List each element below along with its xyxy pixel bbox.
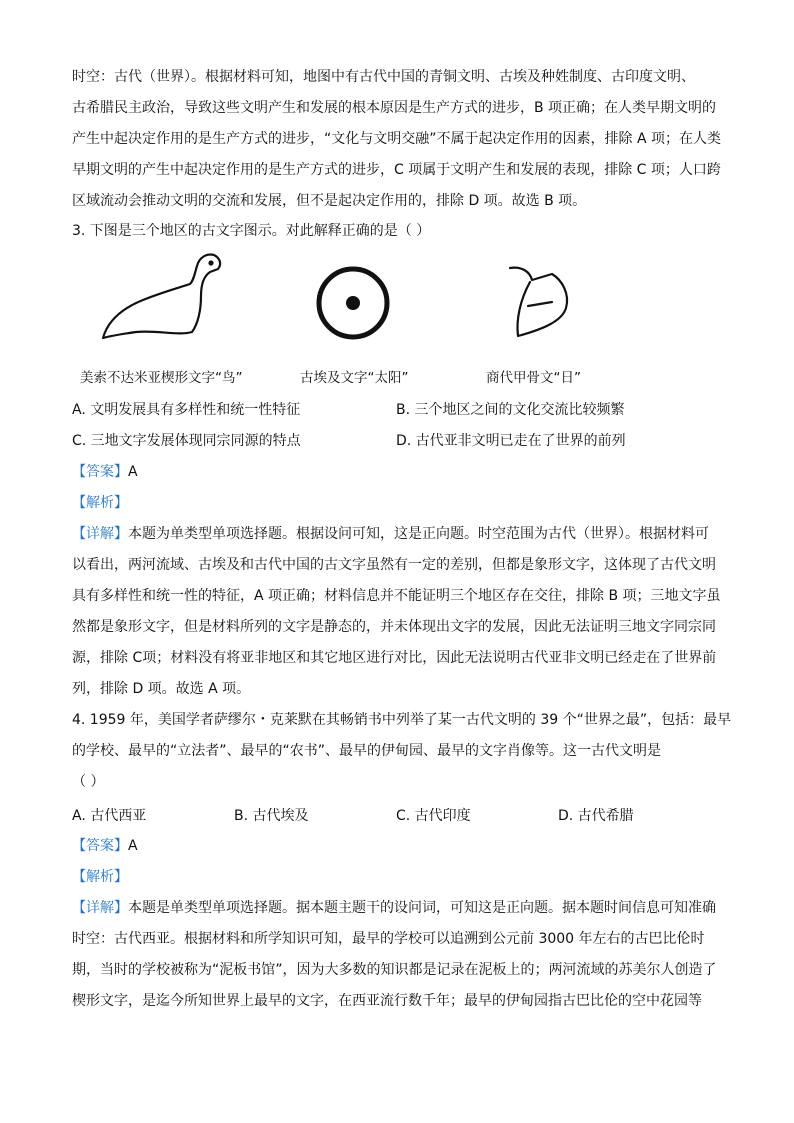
analysis-line [72,488,724,519]
detail-line: 时空：古代西亚。根据材料和所学知识可知，最早的学校可以追溯到公元前 3000 年左右的古巴比伦时 [72,931,705,947]
q4-stem-line: （ ） [72,774,105,790]
caption-oracle-bone-sun: 商代甲骨文“日” [486,370,581,386]
q4-option-d: D. 古代希腊 [558,808,634,824]
text-line: 区域流动会推动文明的交流和发展，但不是起决定作用的，排除 D 项。故选 B 项。 [72,193,587,209]
answer-label: 【答案】 [72,838,128,854]
q4-answer-block [72,831,724,1017]
detail-line [72,519,724,550]
detail-label: 【详解】 [72,900,128,916]
detail-text: 本题为单类型单项选择题。根据设问可知，这是正向题。时空范围为古代（世界）。根据材料可 [128,526,709,542]
detail-line: 以看出，两河流域、古埃及和古代中国的古文字虽然有一定的差别，但都是象形文字，这体现了古代文明 [72,557,716,573]
detail-line: 源，排除 C项；材料没有将亚非地区和其它地区进行对比，因此无法说明古代亚非文明已经走在了世界前 [72,650,717,666]
detail-line: 然都是象形文字，但是材料所列的文字是静态的，并未体现出文字的发展，因此无法证明三地文字同宗同 [72,619,716,635]
q4-option-c: C. 古代印度 [396,808,471,824]
detail-line: 楔形文字，是迄今所知世界上最早的文字，在西亚流行数千年；最早的伊甸园指古巴比伦的空中花园等 [72,993,702,1009]
detail-line: 具有多样性和统一性的特征，A 项正确；材料信息并不能证明三个地区存在交往，排除 B 项；三地文字虽 [72,588,721,604]
text-line: 早期文明的产生中起决定作用的是生产方式的进步，C 项属于文明产生和发展的表现，排除 C 项；人口跨 [72,162,721,178]
detail-line [72,893,724,924]
q3-stem [72,216,724,247]
detail-line: 期，当时的学校被称为“泥板书馆”，因为大多数的知识都是记录在泥板上的；两河流域的苏美尔人创造了 [72,962,717,978]
q4-stem [72,705,732,798]
q3-option-c: C. 三地文字发展体现同宗同源的特点 [72,433,301,449]
answer-line [72,831,724,862]
q3-option-a: A. 文明发展具有多样性和统一性特征 [72,402,301,418]
caption-egyptian-sun: 古埃及文字“太阳” [300,370,409,386]
q4-option-b: B. 古代埃及 [234,808,309,824]
detail-text: 本题是单类型单项选择题。据本题主题干的设问词，可知这是正向题。据本题时间信息可知准确 [128,900,716,916]
q4-stem-line: 的学校、最早的“立法者”、最早的“农书”、最早的伊甸园、最早的文字肖像等。这一古代文明是 [72,743,662,759]
answer-label: 【答案】 [72,464,128,480]
answer-value: A [128,838,138,854]
text-line: 产生中起决定作用的是生产方式的进步，“文化与文明交融”不属于起决定作用的因素，排除 A 项；在人类 [72,131,721,147]
answer-line [72,457,724,488]
q4-option-a: A. 古代西亚 [72,808,147,824]
text-line: 古希腊民主政治，导致这些文明产生和发展的根本原因是生产方式的进步，B 项正确；在人类早期文明的 [72,100,717,116]
q3-option-b: B. 三个地区之间的文化交流比较频繁 [396,402,625,418]
oracle-bone-sun-figure [500,260,580,340]
detail-line: 列，排除 D 项。故选 A 项。 [72,681,251,697]
q4-stem-line: 4. 1959 年，美国学者萨缪尔・克莱默在其畅销书中列举了某一古代文明的 39 个“世界之最”，包括：最早 [72,712,732,728]
analysis-label: 【解析】 [72,869,128,885]
q3-option-d: D. 古代亚非文明已走在了世界的前列 [396,433,626,449]
analysis-line [72,862,724,893]
caption-cuneiform-bird: 美索不达米亚楔形文字“鸟” [80,370,243,386]
egyptian-sun-figure [312,262,394,344]
detail-label: 【详解】 [72,526,128,542]
q3-answer-block [72,457,724,705]
cuneiform-bird-figure [98,250,228,342]
answer-value: A [128,464,138,480]
q3-stem-text: 3. 下图是三个地区的古文字图示。对此解释正确的是（ ） [72,223,431,239]
analysis-label: 【解析】 [72,495,128,511]
text-line: 时空：古代（世界）。根据材料可知，地图中有古代中国的青铜文明、古埃及种姓制度、古印度文明、 [72,69,695,85]
q2-analysis-paragraph [72,62,724,217]
